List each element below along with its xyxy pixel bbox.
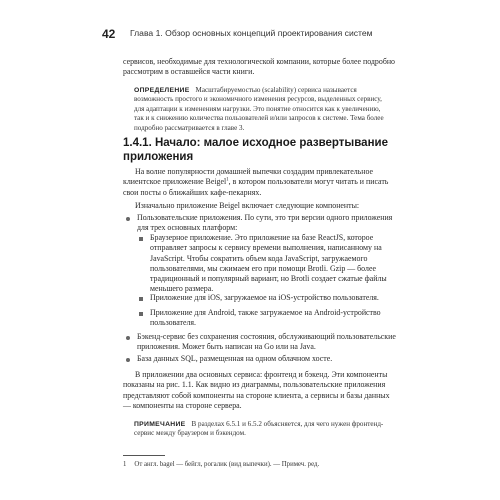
- footnote-text: От англ. bagel — бейгл, рогалик (вид выпечки). — Примеч. ред.: [134, 461, 320, 468]
- definition-note: [134, 86, 390, 133]
- paragraph-3: [123, 370, 398, 411]
- definition-text: Масштабируемостью (scalability) сервиса называется возможность простого и экономичного изменения ресурсов, выделенных сервису, для адаптации к изменениям нагрузки. Это понятие относится как к увеличению, так и к снижению количества пользователей и/или запросов к системе. Тема более подробно рассматривается в главе 3.: [134, 86, 384, 132]
- footnote-divider: [123, 455, 165, 456]
- square-bullet-icon: [139, 297, 143, 301]
- para1-text: На волне популярности домашней выпечки создадим привлекательное клиентское приложение Beigel: [123, 167, 373, 187]
- intro-paragraph: [123, 57, 398, 78]
- section-heading: 1.4.1. Начало: малое исходное развертывание приложения: [123, 137, 388, 163]
- intro-text: сервисов, необходимые для технологической компании, которые более подробно рассмотрим в оставшейся части книги.: [123, 57, 396, 77]
- remark-text: В разделах 6.5.1 и 6.5.2 объясняется, для чего нужен фронтенд-сервис между браузером и бэкендом.: [134, 420, 384, 438]
- footnote-ref: 1: [226, 177, 229, 183]
- square-bullet-icon: [139, 312, 143, 316]
- bullet-icon: [126, 217, 130, 221]
- definition-label: ОПРЕДЕЛЕНИЕ: [134, 87, 190, 94]
- para3-text: В приложении два основных сервиса: фронтенд и бэкенд. Эти компоненты показаны на рис. 1.1. Как видно из диаграммы, пользовательские приложения представляют собой компоненты на стороне клиента, а сервисы и базы данных — компоненты на стороне сервера.: [123, 370, 390, 410]
- footnote: [123, 460, 398, 469]
- para2-text: Изначально приложение Beigel включает следующие компоненты:: [135, 201, 360, 210]
- bullet-backend: Бэкенд-сервис без сохранения состояния, обслуживающий пользовательские приложения. Может быть написан на Go или на Java.: [137, 332, 396, 352]
- bullet-database: База данных SQL, размещенная на одном облачном хосте.: [137, 354, 333, 363]
- footnote-number: 1: [123, 461, 127, 468]
- bullet-ios-app: Приложение для iOS, загружаемое на iOS-устройство пользователя.: [150, 293, 379, 302]
- bullet-android-app: Приложение для Android, также загружаемое на Android-устройство пользователя.: [150, 308, 381, 328]
- square-bullet-icon: [139, 237, 143, 241]
- page-number: 42: [102, 27, 116, 41]
- bullet-icon: [126, 358, 130, 362]
- bullet-icon: [126, 336, 130, 340]
- chapter-title: Глава 1. Обзор основных концепций проектирования систем: [130, 28, 373, 38]
- bullet-user-apps: Пользовательские приложения. По сути, это три версии одного приложения для трех основных платформ:: [137, 213, 393, 233]
- remark-note: [134, 420, 390, 439]
- paragraph-2: [123, 201, 398, 211]
- bullet-browser-app: Браузерное приложение. Это приложение на базе ReactJS, которое отправляет запросы к сервису времени выполнения, написанному на JavaScript. Чтобы сократить объем кода JavaScript, загружаемого пользователями, мы сжимаем его при помощи Brotli. Gzip — более традиционный и популярный вариант, но Brotli создает сжатые файлы меньшего размера.: [150, 233, 387, 294]
- para1-text-end: , в котором пользователи могут читать и писать свои посты о ближайших кафе-пекарнях.: [123, 177, 389, 197]
- remark-label: ПРИМЕЧАНИЕ: [134, 421, 186, 428]
- running-header: [102, 27, 402, 41]
- paragraph-1: [123, 167, 398, 198]
